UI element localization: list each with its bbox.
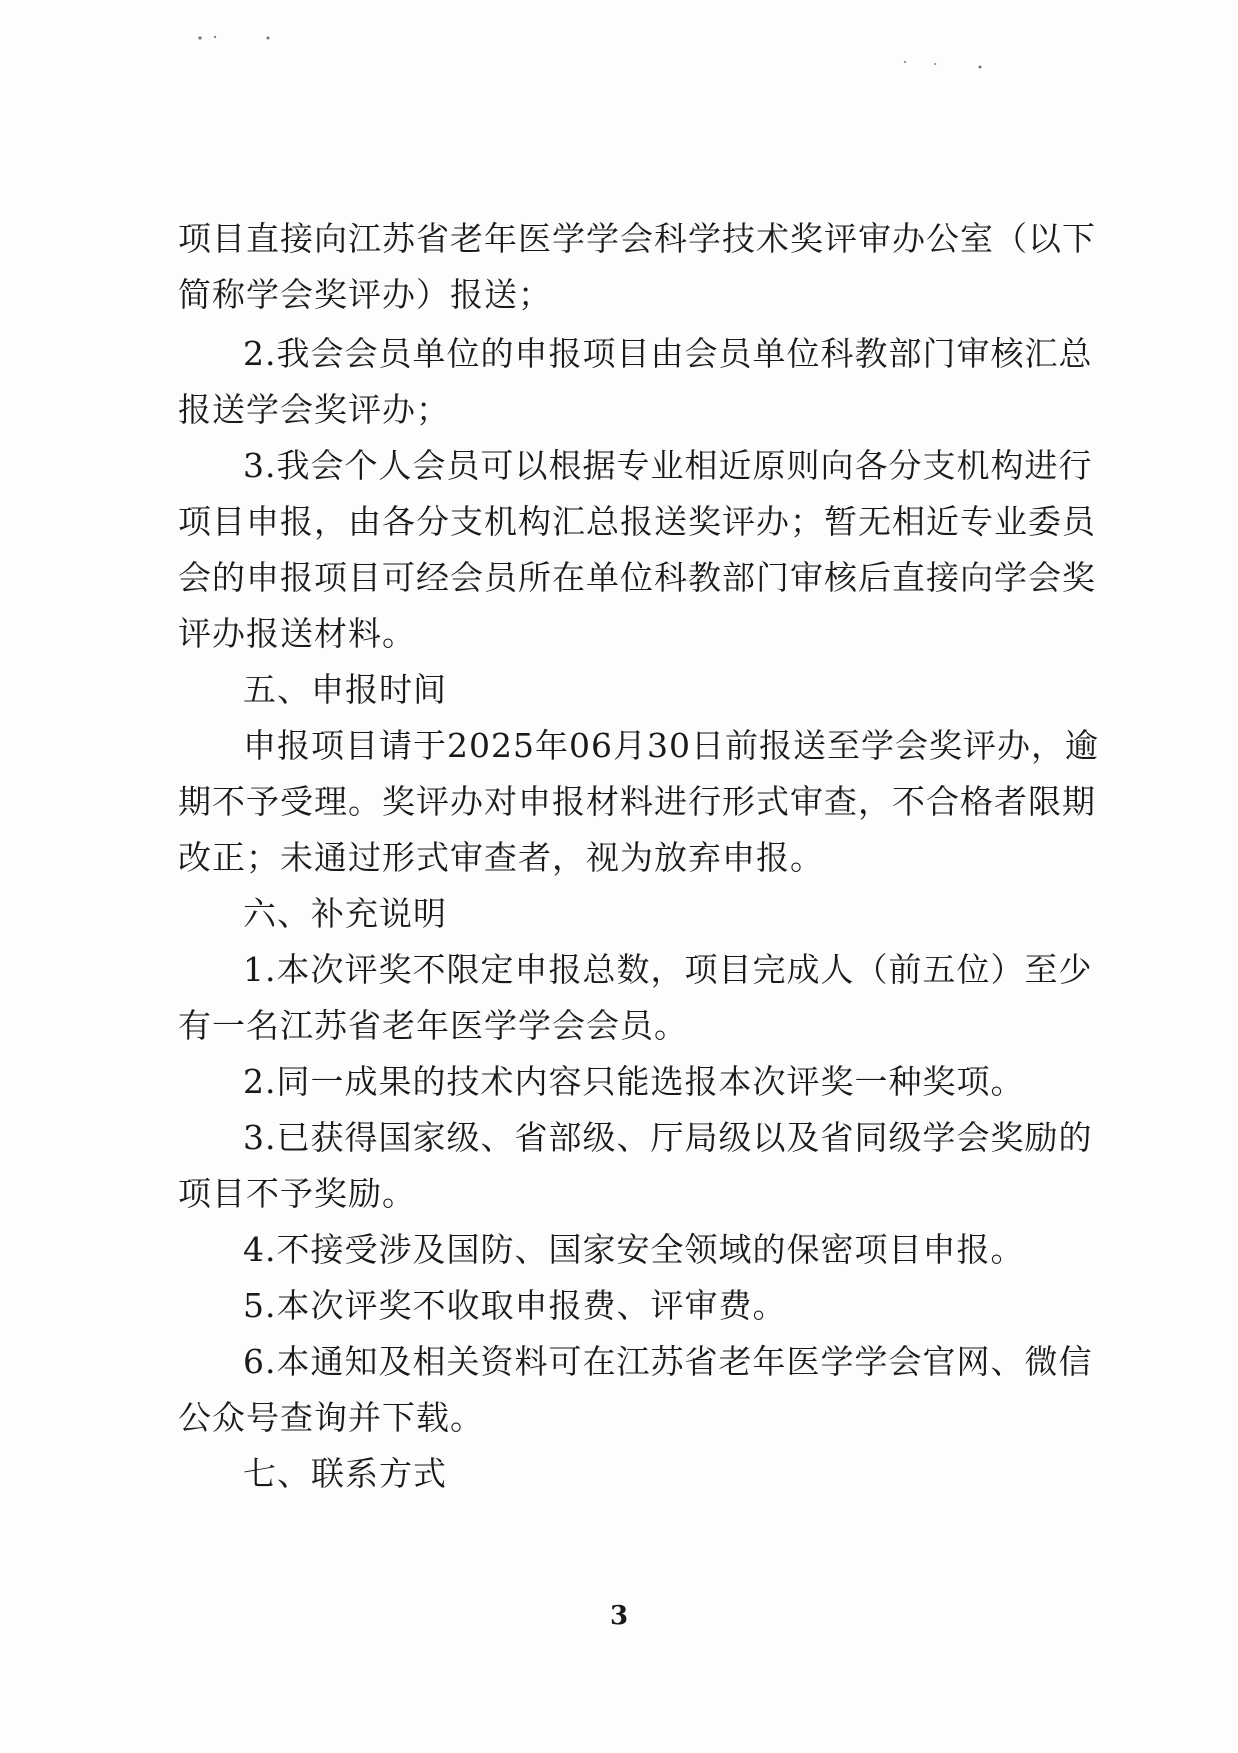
line-text: 6.本通知及相关资料可在江苏省老年医学学会官网、微信 [243, 1342, 1093, 1381]
line-text: 有一名江苏省老年医学学会会员。 [178, 1006, 688, 1045]
item-3-line-3 [0, 552, 1238, 604]
note-1-line-1 [0, 944, 1238, 996]
item-2-line-2 [0, 384, 1238, 436]
line-text: 2.我会会员单位的申报项目由会员单位科教部门审核汇总 [243, 334, 1093, 373]
line-text: 1.本次评奖不限定申报总数，项目完成人（前五位）至少 [243, 950, 1093, 989]
item-3-line-1 [0, 440, 1238, 492]
line-text: 会的申报项目可经会员所在单位科教部门审核后直接向学会奖 [178, 558, 1096, 597]
line-text: 项目申报，由各分支机构汇总报送奖评办；暂无相近专业委员 [178, 502, 1096, 541]
line-text: 申报项目请于2025年06月30日前报送至学会奖评办，逾 [243, 726, 1099, 765]
note-6-line-1 [0, 1336, 1238, 1388]
section-heading-7 [0, 1448, 1238, 1500]
line-text: 4.不接受涉及国防、国家安全领域的保密项目申报。 [243, 1230, 1025, 1269]
line-text: 项目不予奖励。 [178, 1174, 416, 1213]
deadline-line-1 [0, 720, 1238, 772]
note-6-line-2 [0, 1392, 1238, 1444]
line-text: 2.同一成果的技术内容只能选报本次评奖一种奖项。 [243, 1062, 1025, 1101]
page-number: 3 [609, 1601, 629, 1631]
note-1-line-2 [0, 1000, 1238, 1052]
body-line-2 [0, 269, 1238, 321]
item-3-line-4 [0, 608, 1238, 660]
note-4 [0, 1224, 1238, 1276]
line-text: 3.我会个人会员可以根据专业相近原则向各分支机构进行 [243, 446, 1093, 485]
note-5 [0, 1280, 1238, 1332]
line-text: 公众号查询并下载。 [178, 1398, 484, 1437]
scan-artifacts [0, 0, 1238, 120]
section-heading-6 [0, 888, 1238, 940]
heading-text: 七、联系方式 [243, 1454, 447, 1493]
line-text: 评办报送材料。 [178, 614, 416, 653]
line-text: 3.已获得国家级、省部级、厅局级以及省同级学会奖励的 [243, 1118, 1093, 1157]
item-3-line-2 [0, 496, 1238, 548]
line-text: 期不予受理。奖评办对申报材料进行形式审查，不合格者限期 [178, 782, 1096, 821]
note-3-line-2 [0, 1168, 1238, 1220]
note-2 [0, 1056, 1238, 1108]
body-line-1 [0, 213, 1238, 265]
heading-text: 六、补充说明 [243, 894, 447, 933]
line-text: 改正；未通过形式审查者，视为放弃申报。 [178, 838, 824, 877]
line-text: 报送学会奖评办； [178, 390, 450, 429]
line-text: 项目直接向江苏省老年医学学会科学技术奖评审办公室（以下 [178, 219, 1096, 258]
item-2-line-1 [0, 328, 1238, 380]
heading-text: 五、申报时间 [243, 670, 447, 709]
note-3-line-1 [0, 1112, 1238, 1164]
deadline-line-3 [0, 832, 1238, 884]
line-text: 简称学会奖评办）报送； [178, 275, 552, 314]
line-text: 5.本次评奖不收取申报费、评审费。 [243, 1286, 787, 1325]
deadline-line-2 [0, 776, 1238, 828]
section-heading-5 [0, 664, 1238, 716]
